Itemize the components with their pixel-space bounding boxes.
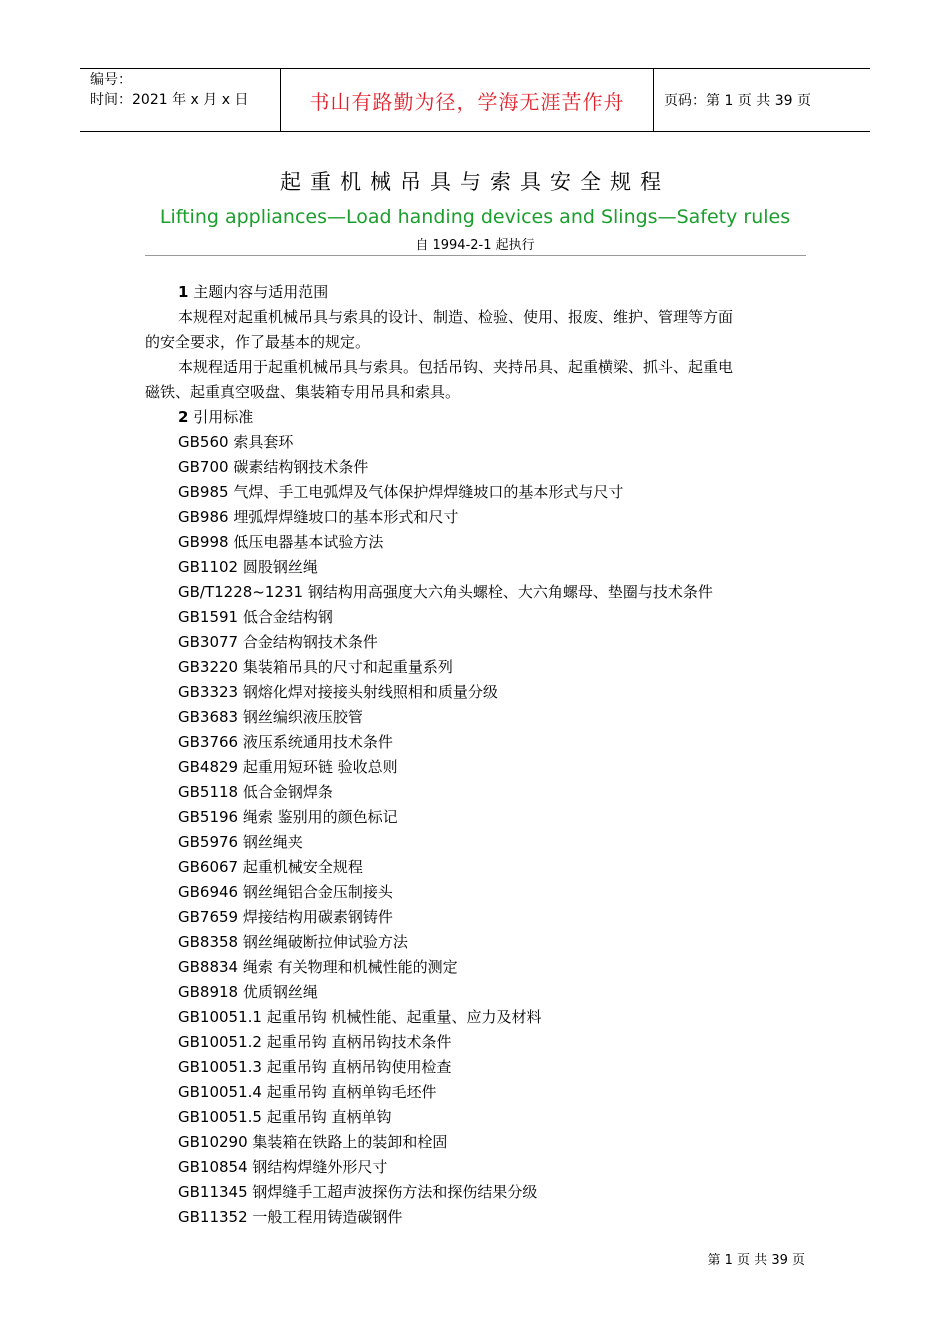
standard-item: GB4829 起重用短环链 验收总则: [178, 758, 398, 776]
section-1-heading: [145, 280, 806, 305]
header-page-info: 页码：第 1 页 共 39 页: [664, 93, 811, 109]
header-meta: [80, 69, 281, 131]
section-1-number: 1: [178, 283, 189, 301]
standard-item: GB3220 集装箱吊具的尺寸和起重量系列: [178, 658, 453, 676]
title-divider: [145, 255, 806, 256]
section-1-para-2b: 磁铁、起重真空吸盘、集装箱专用吊具和索具。: [145, 383, 461, 401]
standard-item: GB10051.5 起重吊钩 直柄单钩: [178, 1108, 392, 1126]
standard-item: GB560 索具套环: [178, 433, 294, 451]
document-subtitle: Lifting appliances—Load handing devices and Slings—Safety rules: [159, 206, 791, 228]
standard-item: GB11352 一般工程用铸造碳钢件: [178, 1208, 403, 1226]
standard-item: GB3766 液压系统通用技术条件: [178, 733, 393, 751]
standard-item: GB10290 集装箱在铁路上的装卸和栓固: [178, 1133, 448, 1151]
page-footer: 第 1 页 共 39 页: [707, 1253, 805, 1268]
date-label: 时间：2021 年 x 月 x 日: [90, 92, 249, 108]
standard-item: GB998 低压电器基本试验方法: [178, 533, 384, 551]
standard-item: GB700 碳素结构钢技术条件: [178, 458, 369, 476]
standard-item: GB10051.2 起重吊钩 直柄吊钩技术条件: [178, 1033, 452, 1051]
standard-item: GB10051.1 起重吊钩 机械性能、起重量、应力及材料: [178, 1008, 542, 1026]
standard-item: GB7659 焊接结构用碳素钢铸件: [178, 908, 393, 926]
standard-item: GB5196 绳索 鉴别用的颜色标记: [178, 808, 398, 826]
standard-item: GB6067 起重机械安全规程: [178, 858, 363, 876]
standard-item: GB10854 钢结构焊缝外形尺寸: [178, 1158, 388, 1176]
standard-item: GB10051.4 起重吊钩 直柄单钩毛坯件: [178, 1083, 437, 1101]
standard-item: GB3683 钢丝编织液压胶管: [178, 708, 363, 726]
number-label: 编号：: [90, 72, 132, 88]
standard-item: GB8834 绳索 有关物理和机械性能的测定: [178, 958, 458, 976]
standard-item: GB5118 低合金钢焊条: [178, 783, 333, 801]
section-2-title: 引用标准: [193, 408, 254, 426]
standard-item: GB1591 低合金结构钢: [178, 608, 333, 626]
section-1-title: 主题内容与适用范围: [193, 283, 329, 301]
standard-item: GB3323 钢熔化焊对接接头射线照相和质量分级: [178, 683, 498, 701]
standard-item: GB986 埋弧焊焊缝坡口的基本形式和尺寸: [178, 508, 459, 526]
standard-item: GB8918 优质钢丝绳: [178, 983, 318, 1001]
standard-item: GB6946 钢丝绳铝合金压制接头: [178, 883, 393, 901]
standard-item: GB985 气焊、手工电弧焊及气体保护焊焊缝坡口的基本形式与尺寸: [178, 483, 624, 501]
section-1-para-1a: 本规程对起重机械吊具与索具的设计、制造、检验、使用、报废、维护、管理等方面: [178, 308, 734, 326]
section-1-para-1b: 的安全要求，作了最基本的规定。: [145, 333, 371, 351]
document-title: 起重机械吊具与索具安全规程: [280, 170, 670, 194]
standard-item: GB5976 钢丝绳夹: [178, 833, 303, 851]
standard-item: GB10051.3 起重吊钩 直柄吊钩使用检查: [178, 1058, 452, 1076]
effective-date: 自 1994-2-1 起执行: [415, 238, 535, 253]
section-2-heading: [145, 405, 806, 430]
standard-item: GB1102 圆股钢丝绳: [178, 558, 318, 576]
standard-item: GB3077 合金结构钢技术条件: [178, 633, 378, 651]
standard-item: GB/T1228~1231 钢结构用高强度大六角头螺栓、大六角螺母、垫圈与技术条件: [178, 583, 713, 601]
standard-item: GB8358 钢丝绳破断拉伸试验方法: [178, 933, 408, 951]
section-1-para-2a: 本规程适用于起重机械吊具与索具。包括吊钩、夹持吊具、起重横梁、抓斗、起重电: [178, 358, 734, 376]
standards-list: [145, 430, 806, 1230]
document-body: [145, 280, 806, 1230]
standard-item: GB11345 钢焊缝手工超声波探伤方法和探伤结果分级: [178, 1183, 538, 1201]
section-2-number: 2: [178, 408, 189, 426]
page-header: [80, 68, 870, 132]
header-motto: 书山有路勤为径，学海无涯苦作舟: [281, 69, 654, 131]
